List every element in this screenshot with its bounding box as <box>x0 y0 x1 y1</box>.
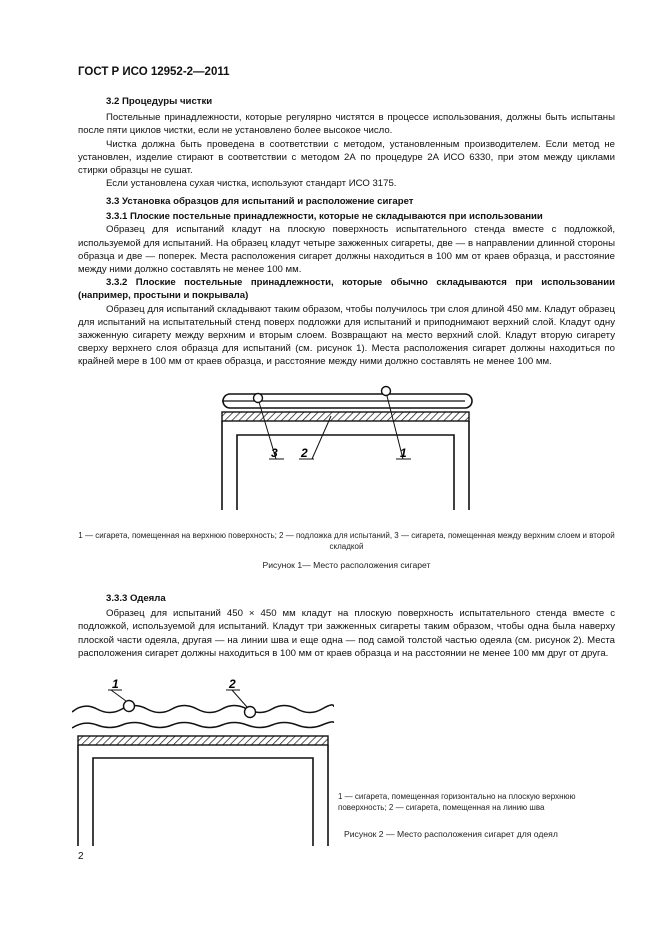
section-3-2 <box>78 95 615 190</box>
quilt-top <box>72 705 334 713</box>
section-3-2-paragraph-2: Чистка должна быть проведена в соответствии с методом, установленным производителем. Если метод не установлен, изделие стирают в соответствии с методом 2А по процедуре 2А ИСО 6330, при этом между циклами стирки образцы не сушат. <box>78 138 615 177</box>
test-stand <box>78 745 328 846</box>
section-3-3-3-paragraph: Образец для испытаний 450 × 450 мм кладут на плоскую поверхность испытательного стенда вместе с подложкой, используемой для испытаний. Кладут три зажженных сигареты таким образом, чтобы одна была наверху плоской части одеяла, другая — на линии шва и еще одна — под самой толстой частью одеяла (см. рисунок 2). Места расположения сигарет должны находиться в 100 мм от краев образца и на расстоянии не менее 100 мм друг от друга. <box>78 608 615 659</box>
section-3-3-3 <box>78 592 615 660</box>
label-2: 2 <box>301 446 308 460</box>
figure-2-drawing <box>72 676 334 848</box>
section-3-2-title: 3.2 Процедуры чистки <box>106 96 213 107</box>
substrate <box>78 736 328 745</box>
cigarette-2 <box>245 707 256 718</box>
figure-1-legend: 1 — сигарета, помещенная на верхнюю поверхность; 2 — подложка для испытаний, 3 — сигарета, помещенная между верхним слоем и второй складкой <box>78 531 615 551</box>
cigarette-1 <box>124 701 135 712</box>
document-code: ГОСТ Р ИСО 12952-2—2011 <box>78 66 230 78</box>
page-number: 2 <box>78 851 84 862</box>
substrate <box>222 412 469 421</box>
section-3-3-2-title: 3.3.2 Плоские постельные принадлежности, которые обычно складываются при использовании (например, простыни и покрывала) <box>78 277 615 302</box>
cigarette-3 <box>254 394 263 403</box>
test-stand <box>222 421 469 510</box>
section-3-2-paragraph-1: Постельные принадлежности, которые регулярно чистятся в процессе использования, должны быть испытаны после пяти циклов чистки, если не установлено более высокое число. <box>78 112 615 137</box>
section-3-3-1-paragraph: Образец для испытаний кладут на плоскую поверхность испытательного стенда вместе с подложкой, используемой для испытаний. На образец кладут четыре зажженных сигареты, две — в направлении длинной стороны образца и две — поперек. Места расположения сигарет должны находиться в 100 мм от краев образца, и расстояние между ними должно составлять не менее 100 мм. <box>78 224 615 276</box>
section-3-3 <box>78 195 615 369</box>
section-3-3-2-paragraph: Образец для испытаний складывают таким образом, чтобы получилось три слоя длиной 450 мм. Кладут образец для испытаний на испытательный стенд поверх подложки для испытаний и приподнимают верхний слой. Кладут одну зажженную сигарету между верхним и вторым слоем. Возвращают на место верхний слой. Кладут вторую сигарету сверху верхнего слоя образца для испытаний (см. рисунок 1). Места расположения сигарет должны находиться по крайней мере в 100 мм от краев образца, и расстояние между ними должно составлять не менее 100 мм. <box>78 303 615 368</box>
quilt-bottom <box>72 722 334 728</box>
label-2: 2 <box>229 677 236 691</box>
label-1: 1 <box>400 446 407 460</box>
figure-2-legend: 1 — сигарета, помещенная горизонтально на плоскую верхнюю поверхность; 2 — сигарета, помещенная на линию шва <box>338 792 576 812</box>
label-1: 1 <box>112 677 119 691</box>
figure-1-caption: Рисунок 1— Место расположения сигарет <box>262 560 431 570</box>
section-3-3-title: 3.3 Установка образцов для испытаний и расположение сигарет <box>106 196 414 207</box>
figure-2-caption: Рисунок 2 — Место расположения сигарет для одеял <box>344 829 558 839</box>
label-3: 3 <box>271 446 278 460</box>
section-3-3-3-title: 3.3.3 Одеяла <box>106 593 166 604</box>
section-3-3-1-title: 3.3.1 Плоские постельные принадлежности, которые не складываются при использовании <box>106 211 543 223</box>
cigarette-1 <box>382 387 391 396</box>
figure-1-drawing <box>200 360 500 510</box>
section-3-2-paragraph-3: Если установлена сухая чистка, используют стандарт ИСО 3175. <box>106 178 397 190</box>
